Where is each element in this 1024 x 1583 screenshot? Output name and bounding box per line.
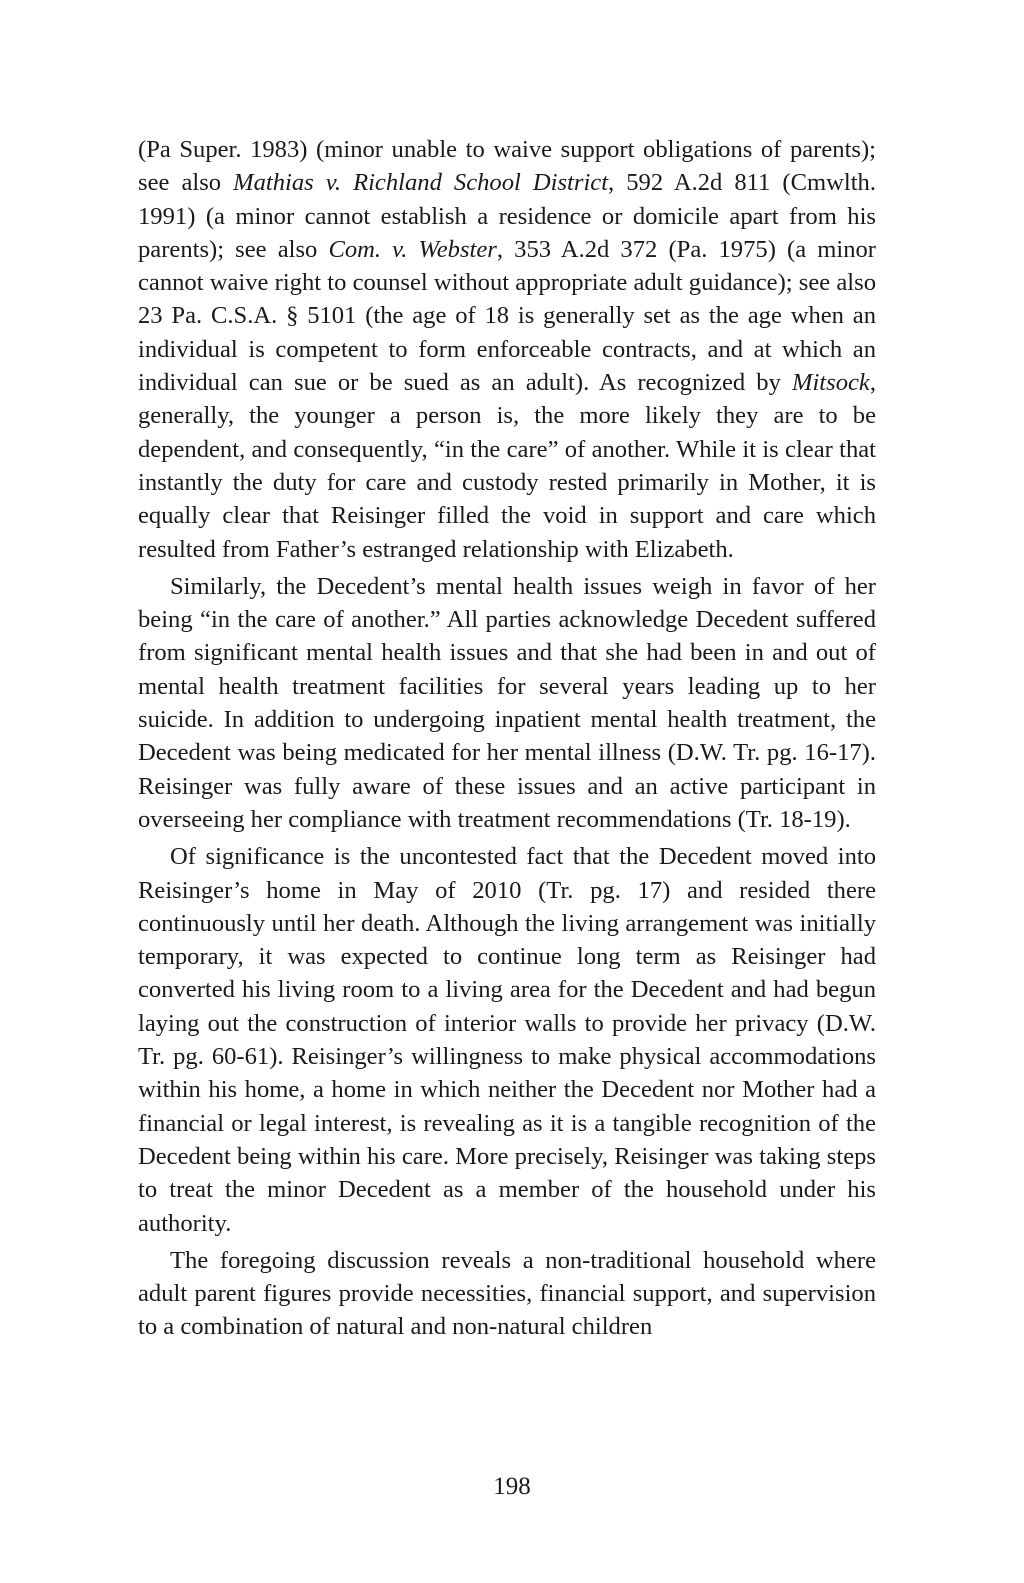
page-number: 198 xyxy=(493,1473,531,1500)
document-body xyxy=(138,133,876,1348)
paragraph xyxy=(138,840,876,1240)
text-run: , generally, the younger a person is, the more likely they are to be dependent, and consequently, “in the care” of another. While it is clear that instantly the duty for care and custody rested primarily in Mother, it is equally clear that Reisinger filled the void in support and care which resulted from Father’s estranged relationship with Elizabeth. xyxy=(138,369,876,563)
case-citation: Mathias v. Richland School District xyxy=(233,169,609,197)
text-run: (Pa Super. 1983) (minor unable to waive support obligations of parents); see also xyxy=(138,136,876,197)
text-run: , 592 A.2d 811 (Cmwlth. 1991) (a minor cannot establish a residence or domicile apart from his parents); see also xyxy=(138,169,876,263)
case-citation: Com. v. Webster xyxy=(328,235,497,263)
case-citation: Mitsock xyxy=(791,369,870,397)
text-run: Of significance is the uncontested fact that the Decedent moved into Reisinger’s home in May of 2010 (Tr. pg. 17) and resided there continuously until her death. Although the living arrangement was initially temporary, it was expected to continue long term as Reisinger had converted his living room to a living area for the Decedent and had begun laying out the construction of interior walls to provide her privacy (D.W. Tr. pg. 60-61). Reisinger’s willingness to make physical accommodations within his home, a home in which neither the Decedent nor Mother had a financial or legal interest, is revealing as it is a tangible recognition of the Decedent being within his care. More precisely, Reisinger was taking steps to treat the minor Decedent as a member of the household under his authority. xyxy=(138,843,876,1237)
text-run: Similarly, the Decedent’s mental health issues weigh in favor of her being “in the care of another.” All parties acknowledge Decedent suffered from significant mental health issues and that she had been in and out of mental health treatment facilities for several years leading up to her suicide. In addition to undergoing inpatient mental health treatment, the Decedent was being medicated for her mental illness (D.W. Tr. pg. 16-17). Reisinger was fully aware of these issues and an active participant in overseeing her compliance with treatment recommendations (Tr. 18-19). xyxy=(138,572,876,833)
text-run: , 353 A.2d 372 (Pa. 1975) (a minor cannot waive right to counsel without appropriate adult guidance); see also 23 Pa. C.S.A. § 5101 (the age of 18 is generally set as the age when an individual is competent to form enforceable contracts, and at which an individual can sue or be sued as an adult). As recognized by xyxy=(138,235,876,397)
paragraph xyxy=(138,570,876,836)
paragraph xyxy=(138,133,876,566)
text-run: The foregoing discussion reveals a non-traditional household where adult parent figures provide necessities, financial support, and supervision to a combination of natural and non-natural children xyxy=(138,1246,876,1341)
paragraph xyxy=(138,1244,876,1344)
